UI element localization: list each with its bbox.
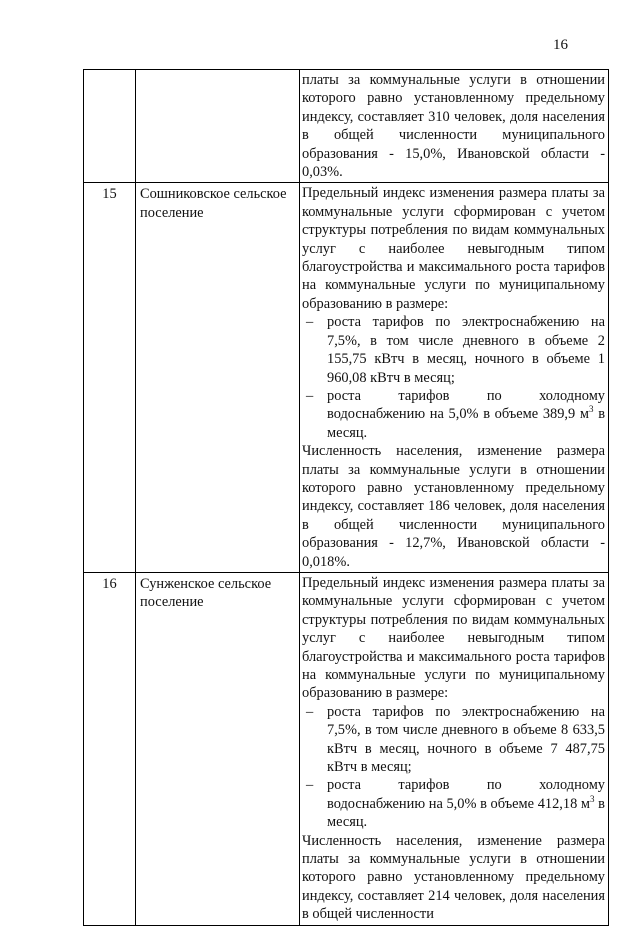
municipality-name-cell: Сошниковское сельское поселение — [136, 183, 300, 573]
list-item-text: роста тарифов по электроснабжению на 7,5%, в том числе дневного в объеме 2 155,75 кВтч в месяц, ночного в объеме 1 960,08 кВтч в месяц; — [327, 314, 605, 386]
superscript: 3 — [590, 794, 595, 805]
list-item-text: роста тарифов по электроснабжению на 7,5%, в том числе дневного в объеме 8 633,5 кВтч в месяц, ночного в объеме 7 487,75 кВтч в месяц; — [327, 703, 605, 776]
list-item — [302, 313, 605, 387]
dash-bullet: – — [306, 314, 314, 331]
table-row — [84, 183, 609, 573]
municipality-name-cell — [136, 70, 300, 183]
population-paragraph: Численность населения, изменение размера платы за коммунальные услуги в отношении которого равно установленному предельному индексу, составляет 186 человек, доля населения в общей численности муниципального образования - 12,7%, Ивановской области - 0,018%. — [302, 443, 605, 570]
page-number: 16 — [553, 37, 568, 53]
list-item-text-tail: в месяц. — [327, 406, 605, 441]
dash-bullet: – — [306, 387, 314, 404]
list-item — [302, 387, 605, 442]
intro-paragraph: Предельный индекс изменения размера платы за коммунальные услуги сформирован с учетом структуры потребления по видам коммунальных услуг с наиболее невыгодным типом благоустройства и максимального роста тарифов на коммунальные услуги по муниципальному образованию в размере: — [302, 574, 605, 702]
tariff-table — [83, 69, 609, 926]
table-row — [84, 70, 609, 183]
list-item — [302, 776, 605, 831]
dash-bullet: – — [306, 703, 314, 720]
list-item-text-tail: в месяц. — [327, 795, 605, 831]
description-cell — [300, 70, 609, 183]
list-item — [302, 703, 605, 777]
description-cell — [300, 183, 609, 573]
municipality-name-cell: Сунженское сельское поселение — [136, 572, 300, 925]
population-paragraph: Численность населения, изменение размера платы за коммунальные услуги в отношении которого равно установленному предельному индексу, составляет 214 человек, доля населения в общей численности — [302, 832, 605, 923]
row-number-cell: 16 — [84, 572, 136, 925]
tariff-list — [302, 313, 605, 442]
table-row — [84, 572, 609, 925]
superscript: 3 — [589, 404, 594, 415]
tariff-list — [302, 703, 605, 832]
list-item-text: роста тарифов по холодному водоснабжению на 5,0% в объеме 389,9 м — [327, 387, 605, 423]
intro-paragraph: Предельный индекс изменения размера платы за коммунальные услуги сформирован с учетом структуры потребления по видам коммунальных услуг с наиболее невыгодным типом благоустройства и максимального роста тарифов на коммунальные услуги по муниципальному образованию в размере: — [302, 185, 605, 312]
population-paragraph: платы за коммунальные услуги в отношении которого равно установленному предельному индексу, составляет 310 человек, доля населения в общей численности муниципального образования - 15,0%, Ивановской области - 0,03%. — [302, 72, 605, 181]
row-number-cell: 15 — [84, 183, 136, 573]
description-cell — [300, 572, 609, 925]
row-number-cell — [84, 70, 136, 183]
list-item-text: роста тарифов по холодному водоснабжению на 5,0% в объеме 412,18 м — [327, 777, 605, 812]
dash-bullet: – — [306, 777, 314, 794]
